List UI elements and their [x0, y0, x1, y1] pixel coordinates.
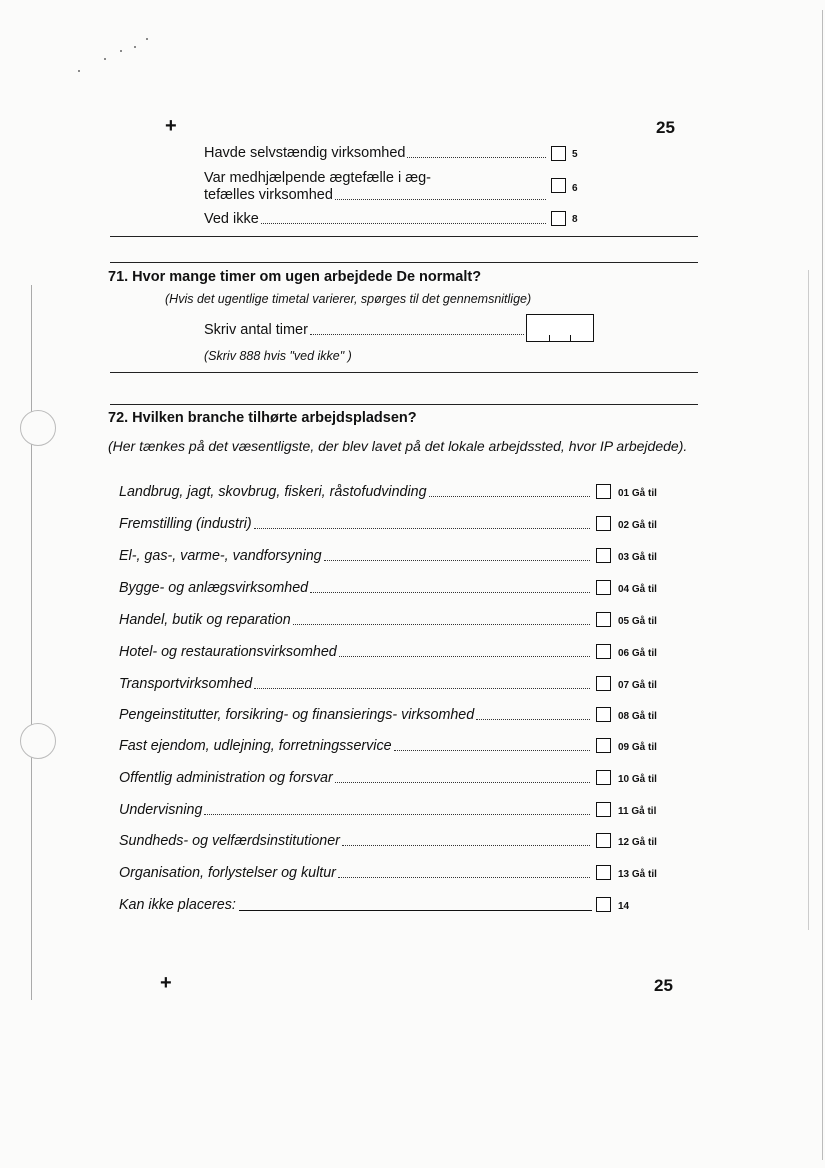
- branch-option-row: [119, 612, 592, 628]
- divider: [110, 262, 698, 263]
- option-code: 6: [572, 183, 578, 194]
- branch-option-label: El-, gas-, varme-, vandforsyning: [119, 548, 322, 564]
- option-row: [204, 187, 548, 203]
- branch-option-label: Kan ikke placeres:: [119, 897, 236, 913]
- branch-option-row: [119, 865, 592, 881]
- scan-margin-line: [31, 285, 32, 1000]
- checkbox[interactable]: [596, 865, 611, 880]
- branch-option-row: [119, 833, 592, 849]
- scan-speck: [104, 58, 106, 60]
- branch-option-code: 10 Gå til: [618, 774, 657, 785]
- digit-divider: [570, 335, 571, 341]
- leader-dots: [293, 624, 590, 625]
- scan-margin-line: [808, 270, 809, 930]
- branch-option-row: [119, 676, 592, 692]
- branch-option-code: 02 Gå til: [618, 520, 657, 531]
- leader-dots: [310, 592, 590, 593]
- checkbox[interactable]: [596, 738, 611, 753]
- branch-option-label: Undervisning: [119, 802, 203, 818]
- branch-option-row: [119, 802, 592, 818]
- branch-option-code: 05 Gå til: [618, 616, 657, 627]
- page-number-top: 25: [656, 118, 675, 137]
- checkbox[interactable]: [596, 676, 611, 691]
- branch-option-label: Sundheds- og velfærdsinstitutioner: [119, 833, 340, 849]
- branch-option-label: Offentlig administration og forsvar: [119, 770, 333, 786]
- leader-dots: [342, 845, 590, 846]
- branch-option-row: [119, 770, 592, 786]
- checkbox[interactable]: [551, 211, 566, 226]
- branch-option-code: 08 Gå til: [618, 711, 657, 722]
- hours-field-row: [204, 322, 526, 338]
- checkbox[interactable]: [596, 548, 611, 563]
- branch-option-code: 13 Gå til: [618, 869, 657, 880]
- registration-mark-top: +: [165, 115, 177, 137]
- branch-option-code: 01 Gå til: [618, 488, 657, 499]
- branch-option-code: 11 Gå til: [618, 806, 657, 817]
- branch-option-label: Hotel- og restaurationsvirksomhed: [119, 644, 337, 660]
- question-71-title: 71. Hvor mange timer om ugen arbejdede De normalt?: [108, 269, 482, 285]
- branch-option-label: Landbrug, jagt, skovbrug, fiskeri, råstofudvinding: [119, 484, 427, 500]
- page-number-bottom: 25: [654, 976, 673, 995]
- scan-speck: [78, 70, 80, 72]
- leader-dots: [394, 750, 590, 751]
- branch-option-code: 07 Gå til: [618, 680, 657, 691]
- leader-dots: [261, 223, 546, 224]
- branch-option-label: Handel, butik og reparation: [119, 612, 291, 628]
- leader-dots: [204, 814, 590, 815]
- branch-option-row: [119, 580, 592, 596]
- leader-dots: [254, 528, 590, 529]
- option-code: 5: [572, 149, 578, 160]
- divider: [110, 404, 698, 405]
- leader-dots: [476, 719, 590, 720]
- checkbox[interactable]: [551, 146, 566, 161]
- branch-option-row: [119, 548, 592, 564]
- option-row: [204, 145, 548, 161]
- leader-dots: [335, 199, 546, 200]
- scan-edge-line: [822, 10, 823, 1160]
- branch-option-row: [119, 897, 592, 913]
- leader-dots: [335, 782, 590, 783]
- branch-option-row: [119, 484, 592, 500]
- checkbox[interactable]: [596, 897, 611, 912]
- branch-option-code: 04 Gå til: [618, 584, 657, 595]
- registration-mark-bottom: +: [160, 972, 172, 994]
- branch-option-label: Fremstilling (industri): [119, 516, 252, 532]
- leader-dots: [254, 688, 590, 689]
- branch-option-row: [119, 707, 592, 723]
- branch-option-label: Transportvirksomhed: [119, 676, 253, 692]
- hours-input-box[interactable]: [526, 314, 594, 342]
- leader-dots: [310, 334, 524, 335]
- digit-divider: [549, 335, 550, 341]
- branch-option-code: 12 Gå til: [618, 837, 657, 848]
- checkbox[interactable]: [596, 580, 611, 595]
- leader-dots: [429, 496, 590, 497]
- checkbox[interactable]: [596, 516, 611, 531]
- leader-dots: [338, 877, 590, 878]
- branch-option-label: Pengeinstitutter, forsikring- og finansierings- virksomhed: [119, 707, 475, 723]
- hours-field-label: Skriv antal timer: [204, 322, 308, 338]
- option-label-line2: tefælles virksomhed: [204, 187, 333, 203]
- option-label-line1: Var medhjælpende ægtefælle i æg-: [204, 170, 432, 186]
- scan-speck: [134, 46, 136, 48]
- scan-speck: [146, 38, 148, 40]
- punch-hole: [20, 723, 56, 759]
- option-code: 8: [572, 214, 578, 225]
- question-72-instruction: (Her tænkes på det væsentligste, der blev lavet på det lokale arbejdssted, hvor IP arbejdede).: [108, 438, 688, 454]
- divider: [110, 372, 698, 373]
- write-in-line[interactable]: [239, 910, 592, 911]
- branch-option-code: 03 Gå til: [618, 552, 657, 563]
- branch-option-code: 09 Gå til: [618, 742, 657, 753]
- divider: [110, 236, 698, 237]
- branch-option-label: Bygge- og anlægsvirksomhed: [119, 580, 309, 596]
- punch-hole: [20, 410, 56, 446]
- checkbox[interactable]: [551, 178, 566, 193]
- leader-dots: [324, 560, 590, 561]
- question-72-title: 72. Hvilken branche tilhørte arbejdspladsen?: [108, 410, 417, 426]
- checkbox[interactable]: [596, 707, 611, 722]
- leader-dots: [339, 656, 590, 657]
- branch-option-row: [119, 644, 592, 660]
- branch-option-label: Fast ejendom, udlejning, forretningsservice: [119, 738, 392, 754]
- question-71-instruction: (Hvis det ugentlige timetal varierer, spørges til det gennemsnitlige): [165, 292, 532, 306]
- checkbox[interactable]: [596, 770, 611, 785]
- question-71-note: (Skriv 888 hvis "ved ikke" ): [204, 349, 352, 363]
- branch-option-label: Organisation, forlystelser og kultur: [119, 865, 336, 881]
- leader-dots: [407, 157, 546, 158]
- option-row: [204, 211, 548, 227]
- branch-option-row: [119, 738, 592, 754]
- checkbox[interactable]: [596, 833, 611, 848]
- checkbox[interactable]: [596, 484, 611, 499]
- checkbox[interactable]: [596, 802, 611, 817]
- option-label: Ved ikke: [204, 211, 259, 227]
- checkbox[interactable]: [596, 644, 611, 659]
- branch-option-code: 06 Gå til: [618, 648, 657, 659]
- option-label: Havde selvstændig virksomhed: [204, 145, 406, 161]
- branch-option-row: [119, 516, 592, 532]
- scan-speck: [120, 50, 122, 52]
- checkbox[interactable]: [596, 612, 611, 627]
- branch-option-code: 14: [618, 901, 630, 912]
